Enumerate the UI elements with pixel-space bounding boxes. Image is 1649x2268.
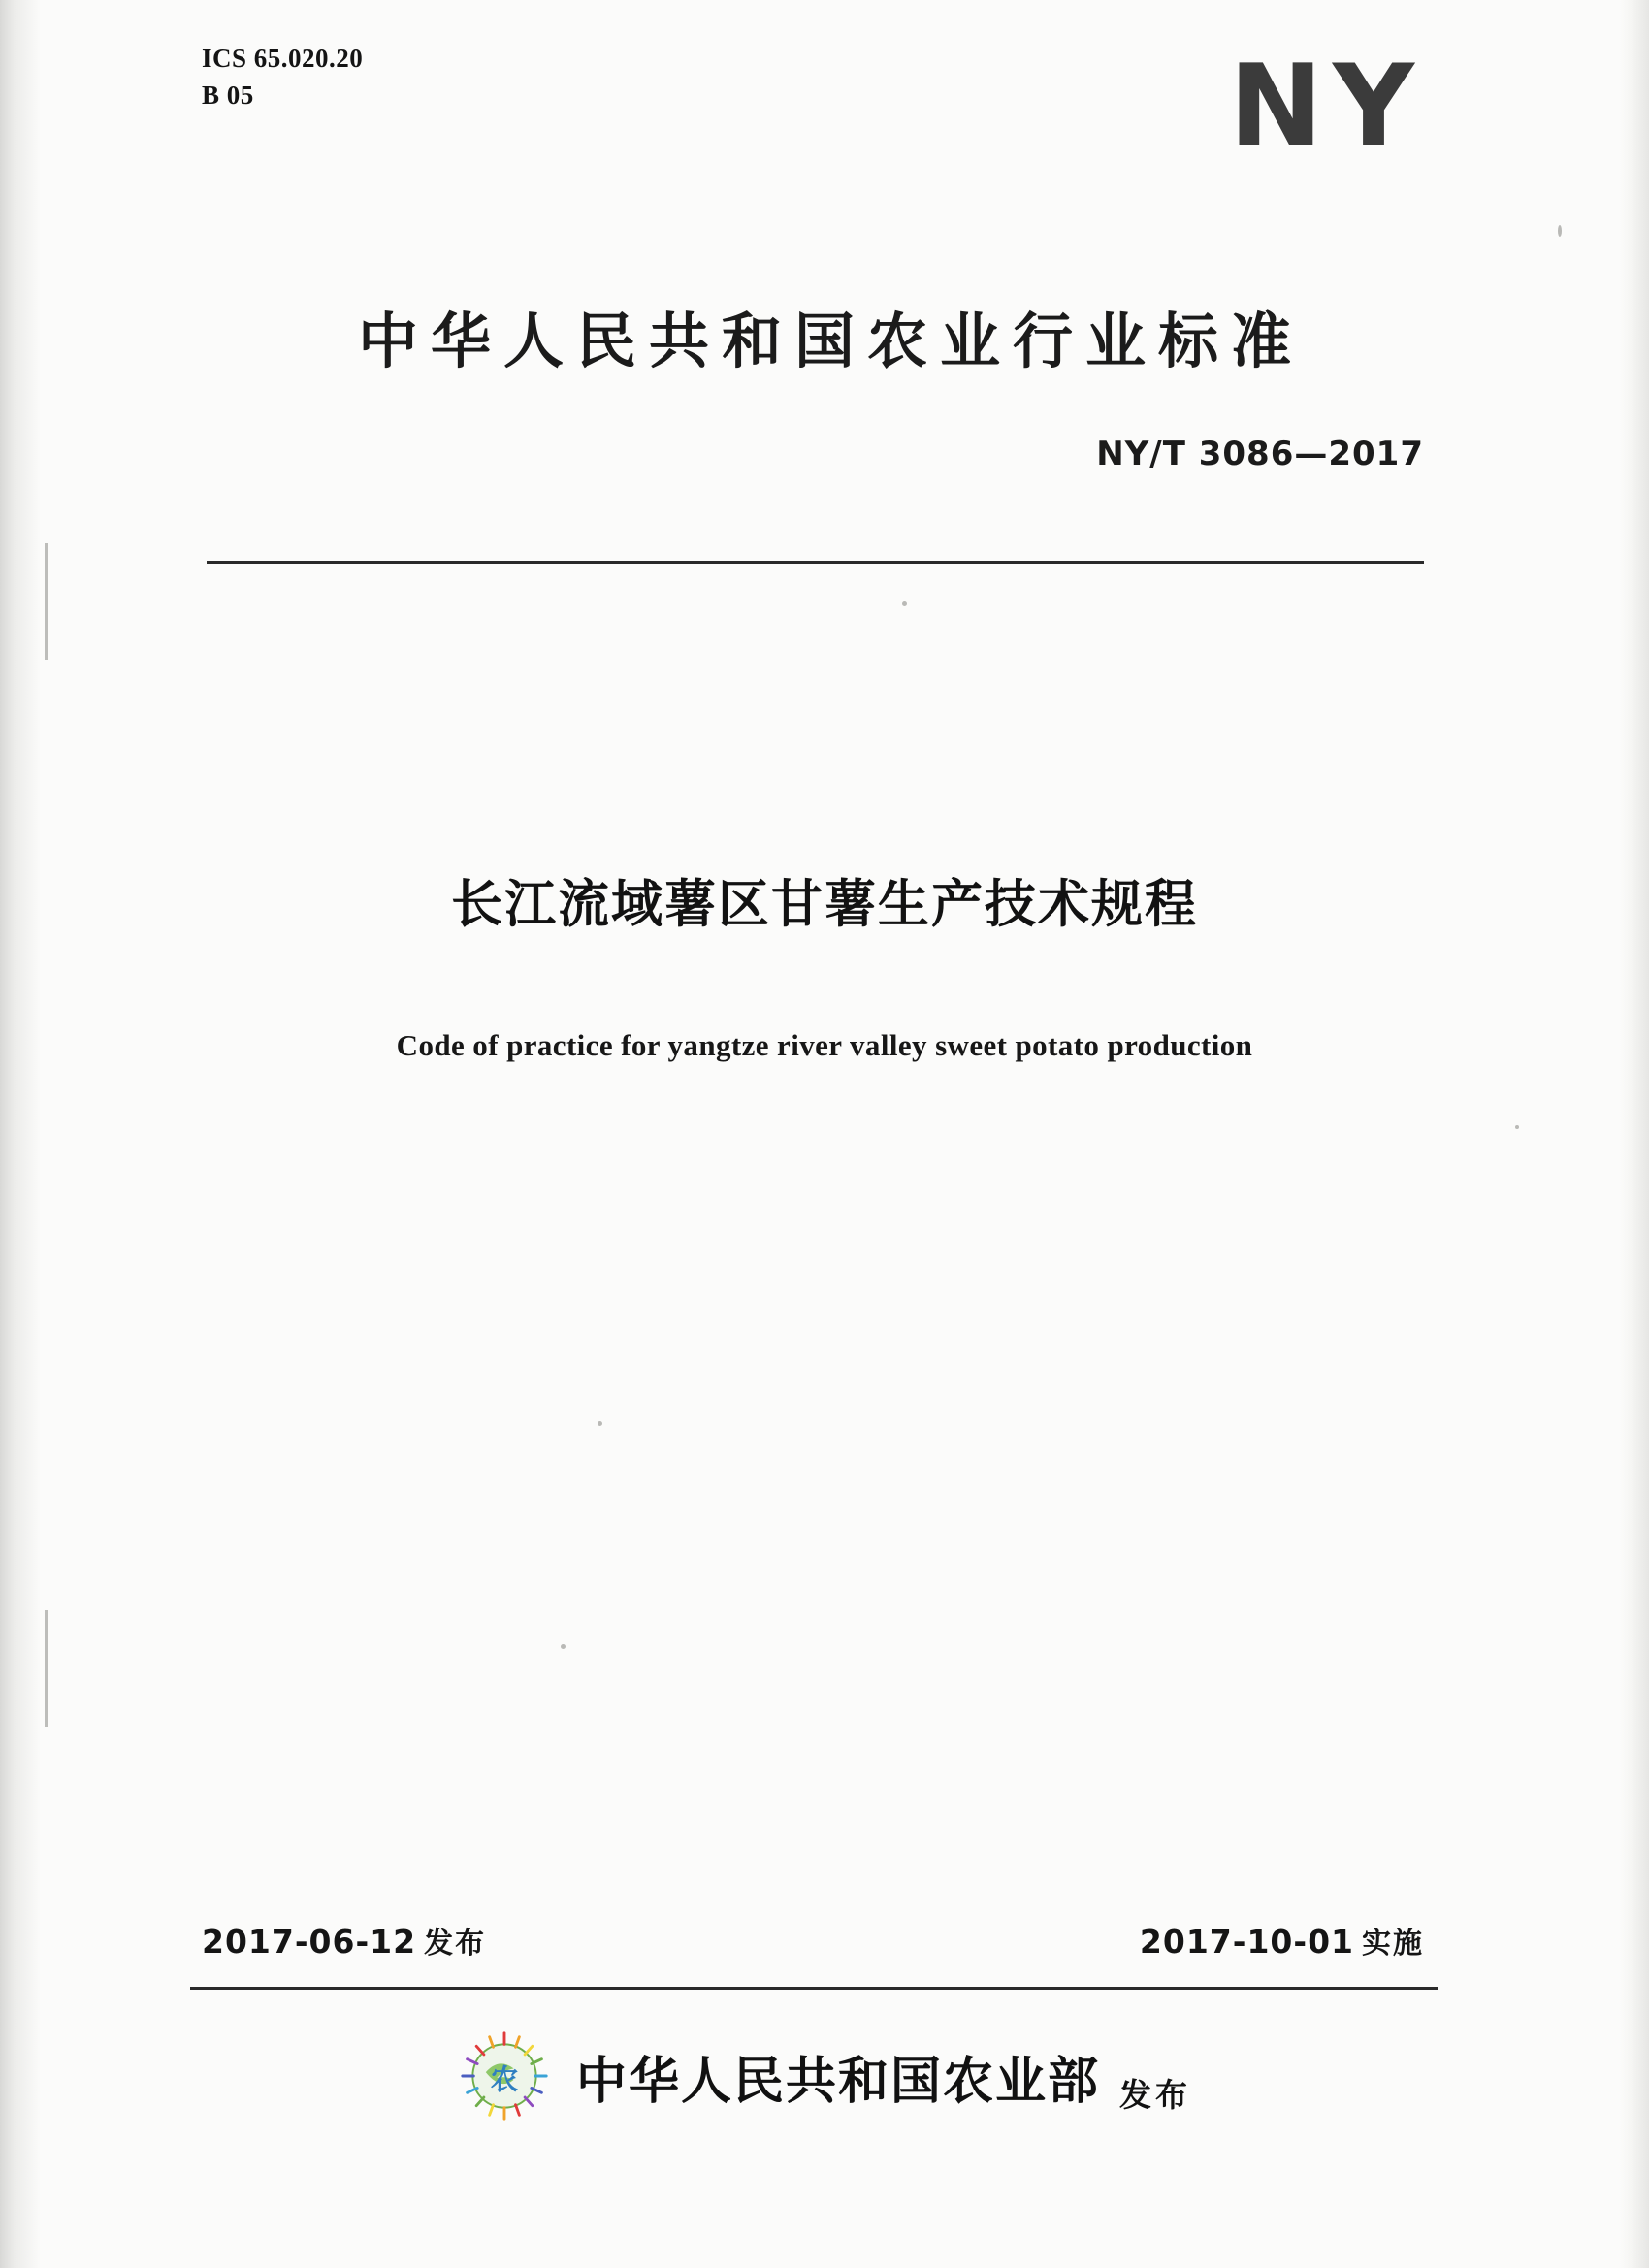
issue-date-block <box>202 1919 486 1961</box>
scan-speck <box>598 1421 602 1426</box>
publisher-row <box>0 2029 1649 2122</box>
scan-speck <box>1558 225 1562 237</box>
issue-date-label: 发布 <box>424 1927 487 1960</box>
scan-speck <box>1515 1125 1519 1129</box>
publisher-name: 中华人民共和国农业部 <box>575 2052 1100 2111</box>
ics-code: ICS 65.020.20 <box>202 44 364 73</box>
scan-speck <box>902 601 907 606</box>
standard-series-title: 中华人民共和国农业行业标准 <box>357 306 1304 376</box>
header-divider-rule <box>207 561 1424 564</box>
issue-date-value: 2017-06-12 <box>202 1923 417 1960</box>
classification-code: B 05 <box>202 81 254 111</box>
ministry-of-agriculture-emblem-icon <box>458 2029 551 2122</box>
effective-date-block <box>1140 1919 1424 1961</box>
scan-speck <box>561 1644 566 1649</box>
document-title-english: Code of practice for yangtze river valley sweet potato production <box>396 1028 1253 1062</box>
svg-text:农: 农 <box>490 2062 519 2096</box>
effective-date-label: 实施 <box>1362 1927 1424 1960</box>
footer-divider-rule <box>190 1987 1438 1990</box>
standard-mark-ny: NY <box>1228 41 1424 172</box>
document-title-chinese: 长江流域薯区甘薯生产技术规程 <box>451 875 1198 934</box>
publisher-action-label: 发布 <box>1119 2076 1191 2114</box>
ics-block <box>202 41 363 113</box>
standard-number: NY/T 3086—2017 <box>1096 435 1424 473</box>
effective-date-value: 2017-10-01 <box>1139 1923 1354 1960</box>
